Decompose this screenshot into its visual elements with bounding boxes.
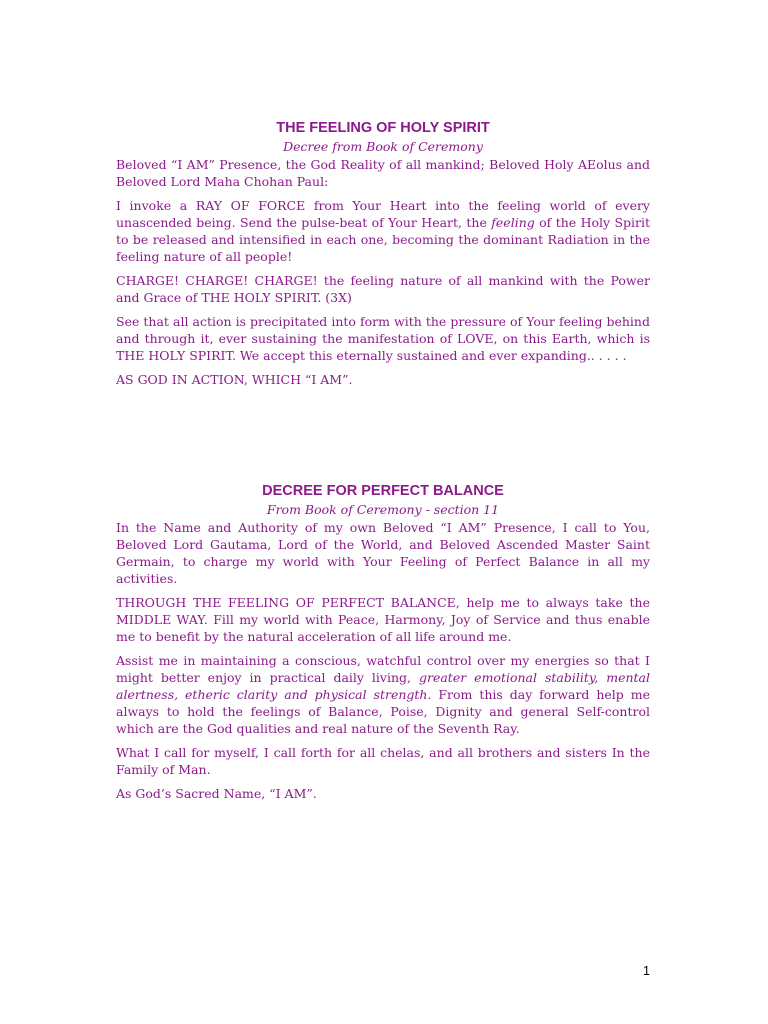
paragraph: What I call for myself, I call forth for all chelas, and all brothers and sisters In the Family of Man. bbox=[116, 745, 650, 777]
emphasis-text: feeling bbox=[491, 215, 535, 230]
section-title: DECREE FOR PERFECT BALANCE bbox=[262, 483, 504, 499]
page-number: 1 bbox=[643, 964, 650, 978]
section-holy-spirit bbox=[116, 118, 650, 388]
closing-line: AS GOD IN ACTION, WHICH “I AM”. bbox=[116, 372, 353, 387]
paragraph: THROUGH THE FEELING OF PERFECT BALANCE, help me to always take the MIDDLE WAY. Fill my world with Peace, Harmony, Joy of Service and thus enable me to benefit by the natural acceleration of all life around me. bbox=[116, 595, 650, 644]
closing-line: As God’s Sacred Name, “I AM”. bbox=[116, 786, 317, 801]
section-subtitle: From Book of Ceremony - section 11 bbox=[266, 502, 500, 517]
paragraph: I invoke a RAY OF FORCE from Your Heart into the feeling world of every unascended being. Send the pulse-beat of Your Heart, the feeling of the Holy Spirit to be released and intensified in each one, becoming the dominant Radiation in the feeling nature of all people! bbox=[116, 198, 651, 264]
document-body bbox=[116, 118, 650, 809]
paragraph: In the Name and Authority of my own Beloved “I AM” Presence, I call to You, Beloved Lord Gautama, Lord of the World, and Beloved Ascended Master Saint Germain, to charge my world with Your Feeling of Perfect Balance in all my activities. bbox=[116, 520, 650, 586]
paragraph: Assist me in maintaining a conscious, watchful control over my energies so that I might better enjoy in practical daily living, greater emotional stability, mental alertness, etheric clarity and physical strength. From this day forward help me always to hold the feelings of Balance, Poise, Dignity and general Self-control which are the God qualities and real nature of the Seventh Ray. bbox=[116, 653, 650, 736]
section-subtitle: Decree from Book of Ceremony bbox=[283, 139, 483, 154]
section-title: THE FEELING OF HOLY SPIRIT bbox=[276, 120, 490, 136]
section-perfect-balance bbox=[116, 481, 650, 802]
paragraph: CHARGE! CHARGE! CHARGE! the feeling nature of all mankind with the Power and Grace of THE HOLY SPIRIT. (3X) bbox=[116, 273, 650, 305]
emphasis-text: greater emotional stability, mental alertness, etheric clarity and physical strength bbox=[116, 670, 650, 702]
paragraph: See that all action is precipitated into form with the pressure of Your feeling behind and through it, ever sustaining the manifestation of LOVE, on this Earth, which is THE HOLY SPIRIT. We accept this eternally sustained and ever expanding.. . . . . bbox=[116, 314, 650, 363]
section-gap bbox=[116, 395, 650, 481]
paragraph: Beloved “I AM” Presence, the God Reality of all mankind; Beloved Holy AEolus and Beloved Lord Maha Chohan Paul: bbox=[116, 157, 650, 189]
